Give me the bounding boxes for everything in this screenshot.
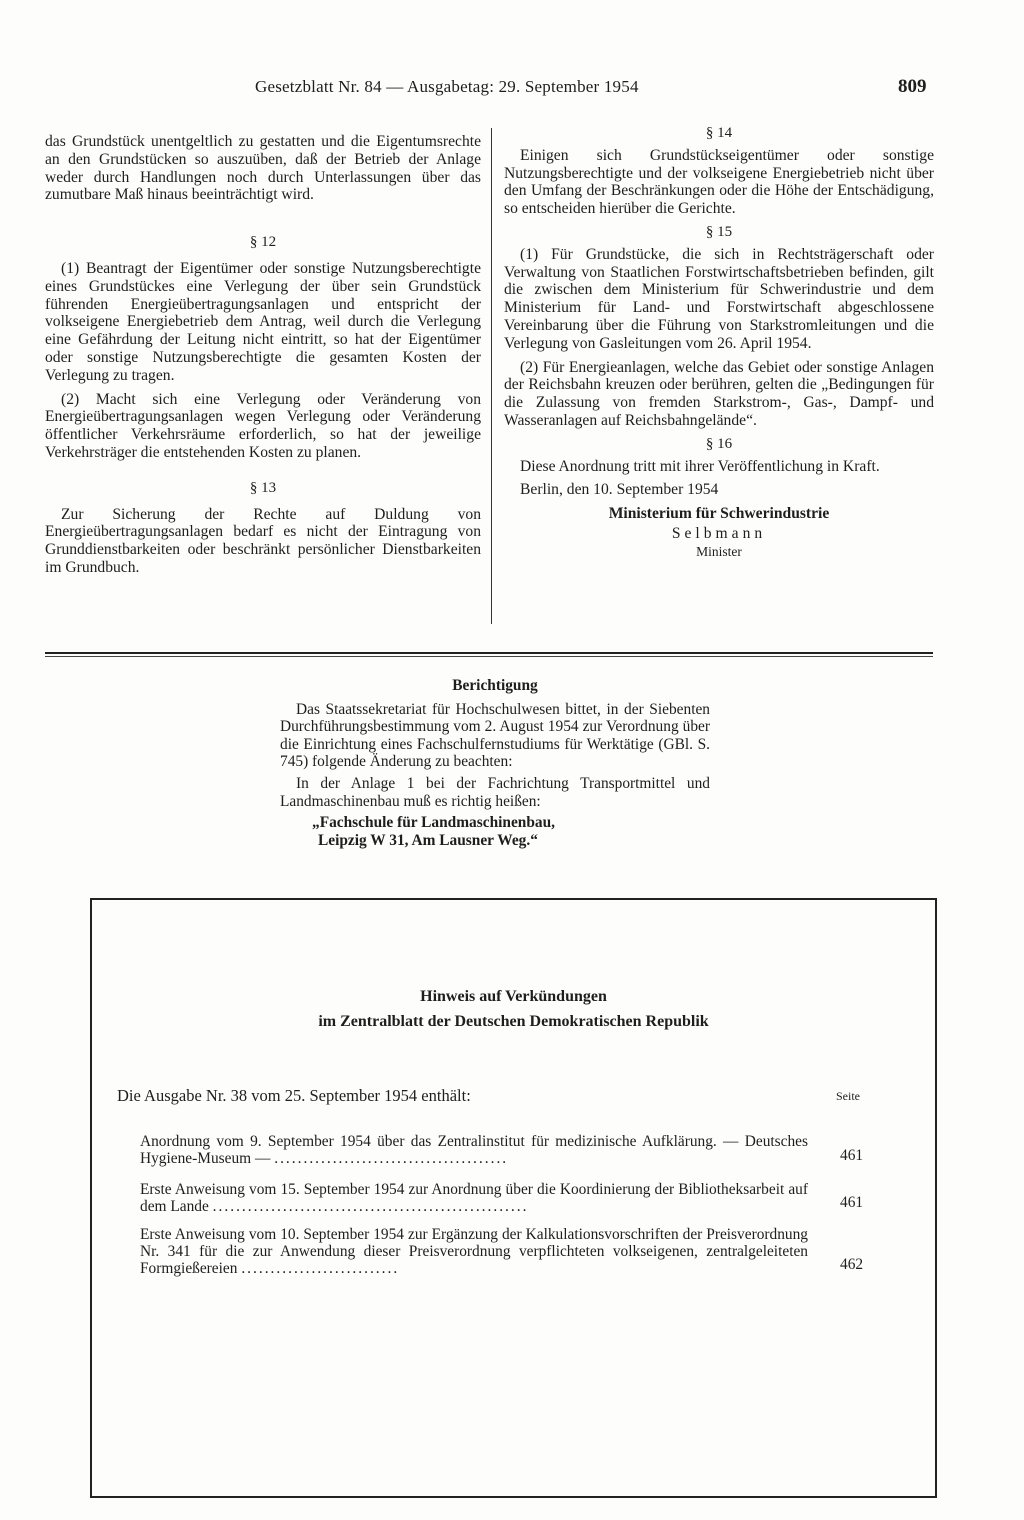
right-column bbox=[504, 125, 934, 561]
list-item bbox=[140, 1226, 808, 1277]
intro-paragraph: das Grundstück unentgeltlich zu gestatten und die Eigentumsrechte an den Grundstücken so auszuüben, daß der Betrieb der Anlage weder durch Handlungen noch durch Unterlassungen über das zumutbare Maß hinaus beeinträchtigt wird. bbox=[45, 133, 481, 204]
left-column bbox=[45, 133, 481, 583]
section-15-heading: § 15 bbox=[705, 223, 733, 240]
ministry-name: Ministerium für Schwerindustrie bbox=[608, 505, 830, 523]
leader-dots: ........................... bbox=[241, 1260, 400, 1277]
section-14-heading: § 14 bbox=[705, 125, 733, 141]
list-item-text: Erste Anweisung vom 15. September 1954 zur Anordnung über die Koordinierung der Bibliotheksarbeit auf dem Lande ...................................................... bbox=[140, 1181, 808, 1215]
signatory-role: Minister bbox=[696, 543, 742, 559]
section-separator-rule bbox=[45, 652, 933, 654]
list-item bbox=[140, 1133, 808, 1167]
list-item-page: 462 bbox=[840, 1256, 864, 1273]
section-12-paragraph-1: (1) Beantragt der Eigentümer oder sonstige Nutzungsberechtigte eines Grundstückes eine Verlegung der über sein Grundstück führenden Energieübertragungsanlagen und entspricht der volkseigene Energiebetrieb dem Antrag, weil durch die Verlegung eine Gefährdung der Leitung nicht eintritt, so hat der Eigentümer oder sonstige Nutzungsberechtigte die gesamten Kosten der Verlegung zu tragen. bbox=[45, 259, 481, 384]
list-item bbox=[140, 1181, 808, 1215]
page-header-title: Gesetzblatt Nr. 84 — Ausgabetag: 29. September 1954 bbox=[255, 77, 639, 96]
list-item-text: Erste Anweisung vom 10. September 1954 zur Ergänzung der Kalkulationsvorschriften der Preisverordnung Nr. 341 für die zur Anwendung dieser Preisverordnung verpflichteten volkseigenen, zentralgeleiteten Formgießereien ........................... bbox=[140, 1226, 808, 1277]
correction-title: Berichtigung bbox=[452, 677, 538, 694]
leader-dots: ........................................ bbox=[274, 1150, 509, 1167]
page-column-label: Seite bbox=[836, 1089, 860, 1103]
section-15-paragraph-1: (1) Für Grundstücke, die sich in Rechtsträgerschaft oder Verwaltung von Staatlichen Forstwirtschaftsbetrieben befinden, gilt die zwischen dem Ministerium für Schwerindustrie und dem Ministerium für Land- und Forstwirtschaft abgeschlossene Vereinbarung über die Führung von Starkstromleitungen und die Verlegung von Gasleitungen vom 26. April 1954. bbox=[504, 245, 934, 352]
correction-paragraph-1: Das Staatssekretariat für Hochschulwesen bittet, in der Siebenten Durchführungsbestimmung vom 2. August 1954 zur Verordnung über die Einrichtung eines Fachschulfernstudiums für Werktätige (GBl. S. 745) folgende Änderung zu beachten: bbox=[280, 700, 710, 771]
section-16-paragraph-1: Diese Anordnung tritt mit ihrer Veröffentlichung in Kraft. bbox=[520, 457, 880, 475]
notice-title-line-2: im Zentralblatt der Deutschen Demokratischen Republik bbox=[318, 1013, 709, 1030]
list-item-page: 461 bbox=[840, 1147, 864, 1164]
correction-quote-line-1: „Fachschule für Landmaschinenbau, bbox=[312, 814, 556, 832]
issue-line: Die Ausgabe Nr. 38 vom 25. September 1954 enthält: bbox=[117, 1086, 471, 1105]
section-12-heading: § 12 bbox=[249, 234, 277, 251]
leader-dots: ...................................................... bbox=[212, 1198, 529, 1215]
correction-paragraph-2: In der Anlage 1 bei der Fachrichtung Transportmittel und Landmaschinenbau muß es richtig heißen: bbox=[280, 774, 710, 810]
page-number: 809 bbox=[898, 76, 927, 97]
place-date: Berlin, den 10. September 1954 bbox=[520, 481, 719, 499]
section-15-paragraph-2: (2) Für Energieanlagen, welche das Gebiet oder sonstige Anlagen der Reichsbahn kreuzen oder berühren, gelten die „Bedingungen für die Zulassung von fremden Starkstrom-, Gas-, Dampf- und Wasseranlagen auf Reichsbahngelände“. bbox=[504, 358, 934, 429]
section-14-paragraph-1: Einigen sich Grundstückseigentümer oder sonstige Nutzungsberechtigte und der volkseigene Energiebetrieb nicht über den Umfang der Beschränkungen oder die Höhe der Entschädigung, so entscheiden hierüber die Gerichte. bbox=[504, 146, 934, 218]
section-13-heading: § 13 bbox=[249, 479, 277, 496]
section-12-paragraph-2: (2) Macht sich eine Verlegung oder Veränderung von Energieübertragungsanlagen wegen Verlegung oder Veränderung öffentlicher Verkehrsräume erforderlich, so hat der jeweilige Verkehrsträger die entstehenden Kosten zu planen. bbox=[45, 390, 481, 461]
section-13-paragraph-1: Zur Sicherung der Rechte auf Duldung von Energieübertragungsanlagen bedarf es nicht der Eintragung von Grunddienstbarkeiten oder beschränkt persönlicher Dienstbarkeiten im Grundbuch. bbox=[45, 505, 481, 576]
correction-notice bbox=[280, 677, 710, 849]
signatory-name: Selbmann bbox=[671, 524, 767, 542]
section-separator-rule-thin bbox=[45, 656, 933, 657]
section-16-heading: § 16 bbox=[705, 435, 733, 452]
list-item-page: 461 bbox=[840, 1194, 864, 1211]
correction-quote-line-2: Leipzig W 31, Am Lausner Weg.“ bbox=[318, 831, 538, 849]
column-divider bbox=[491, 128, 492, 624]
list-item-text: Anordnung vom 9. September 1954 über das Zentralinstitut für medizinische Aufklärung. — Deutsches Hygiene-Museum — ........................................ bbox=[140, 1133, 808, 1167]
notice-title-line-1: Hinweis auf Verkündungen bbox=[420, 988, 607, 1005]
